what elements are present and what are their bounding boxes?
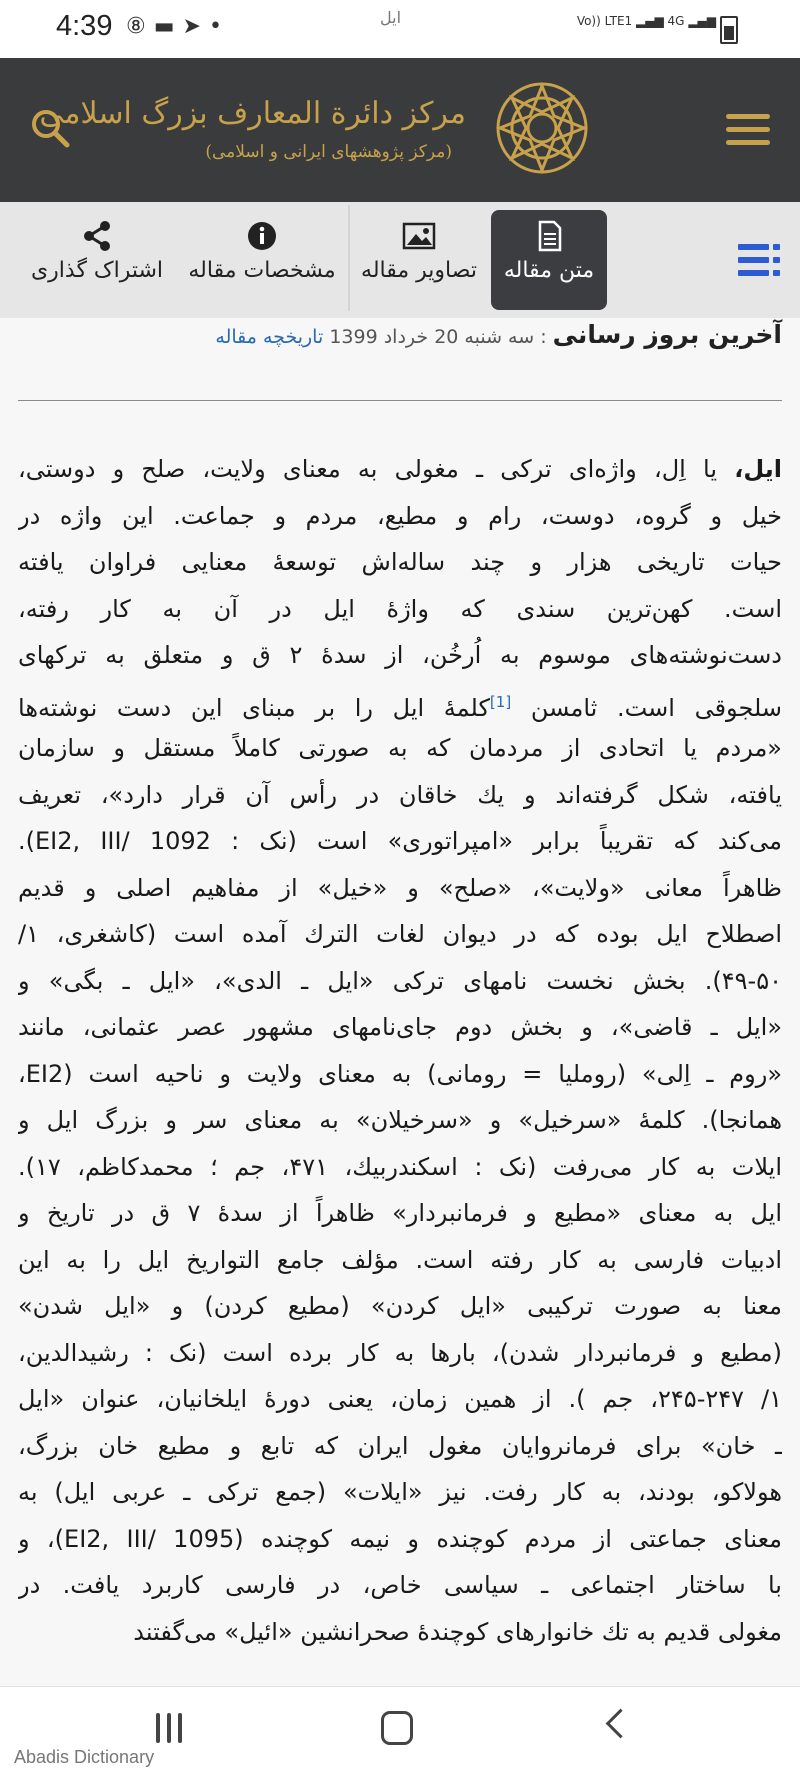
- article-line: خیل و گروه، دوست، رام و مطیع، مردم و جماعت. این واژه در: [18, 501, 782, 530]
- footnote-link[interactable]: [1]: [489, 692, 512, 711]
- battery-icon: [720, 16, 738, 44]
- tab-label: مشخصات مقاله: [188, 258, 336, 283]
- article-line: معنا به صورت ترکیبی «ایل کردن» (مطیع کردن) و «ایل شدن»: [18, 1292, 782, 1320]
- logo-title: مرکز دائرة المعارف بزرگ اسلامی: [39, 96, 466, 131]
- article-headword: ایل،: [734, 455, 782, 483]
- info-icon: [245, 220, 279, 252]
- site-logo[interactable]: [39, 78, 592, 182]
- status-center-text: ایل: [380, 8, 402, 27]
- network-indicators: [577, 14, 716, 28]
- article-line: همانجا). کلمهٔ «سرخیل» و «سرخیلان» به معنای سر و بزرگ ایل و: [18, 1106, 782, 1134]
- article-line: اصطلاح ایل بوده که در دیوان لغات الترك آمده است (کاشغری، ۱/: [18, 920, 782, 948]
- article-line: معنای جماعتی از مردم کوچنده و نیمه کوچنده (EI2, III/ 1095)، و: [18, 1524, 782, 1553]
- tab-share[interactable]: [22, 210, 172, 310]
- tab-divider: [348, 205, 350, 311]
- tab-label: متن مقاله: [503, 258, 595, 283]
- last-updated: [18, 320, 782, 360]
- hamburger-menu-icon[interactable]: [726, 114, 770, 146]
- last-updated-separator: :: [540, 326, 547, 348]
- site-header: [0, 58, 800, 202]
- notification-icons: [126, 14, 230, 39]
- logo-subtitle: (مرکز پژوهشهای ایرانی و اسلامی): [205, 142, 452, 162]
- logo-emblem-icon: [492, 78, 592, 178]
- article-line: ایل به معنای «مطیع و فرمانبردار» ظاهراً از سدهٔ ۷ ق در تاریخ و: [18, 1199, 782, 1227]
- image-icon: [402, 220, 436, 252]
- article-body: [18, 446, 782, 1655]
- signal-icon: ▂▄▆: [688, 14, 716, 28]
- network-label-4g: 4G: [667, 14, 685, 28]
- divider: [18, 400, 782, 401]
- article-line: «روم ـ اِلی» (روملیا = رومانی) به معنای ولایت و ناحیه است (EI2،: [18, 1059, 782, 1088]
- article-line: «ایل ـ قاضی»، و بخش دوم جای‌نامهای مشهور عصر عثمانی، مانند: [18, 1013, 782, 1041]
- article-line: ۴۹-۵۰). بخش نخست نامهای ترکی «ایل ـ الدی»، «ایل ـ بگی» و: [18, 966, 782, 995]
- article-line: هولاکو، بودند، به کار رفت. نیز «ایلات» (جمع ترکی ـ عربی ایل) به: [18, 1478, 782, 1506]
- article-line: یافته، شکل گرفته‌اند و یك خاقان در رأس آن قرار دارد»، تعریف: [18, 780, 782, 809]
- article-tab-bar: [0, 202, 800, 318]
- article-line: «مردم یا اتحادی از مردمان که به صورتی کاملاً مستقل و سازمان: [18, 734, 782, 762]
- last-updated-label: آخرین بروز رسانی: [552, 320, 782, 349]
- article-line: ـ خان» برای فرمانروایان مغول ایران که تابع و مطیع خان بزرگ،: [18, 1431, 782, 1460]
- article-line: (مطیع و فرمانبردار شدن)، بارها به کار برده است (نک : رشیدالدین،: [18, 1338, 782, 1367]
- tab-article-images[interactable]: [354, 210, 484, 310]
- article-line: با ساختار اجتماعی ـ سیاسی خاص، در فارسی کاربرد یافت. در: [18, 1571, 782, 1599]
- telegram-icon: ➤: [182, 14, 209, 39]
- network-label-lte: Vo)) LTE1: [576, 14, 633, 28]
- history-link[interactable]: تاریخچه مقاله: [215, 326, 324, 348]
- article-line: می‌کند که تقریباً برابر «امپراتوری» است (نک : EI2, III/ 1092).: [18, 827, 782, 855]
- tab-article-text[interactable]: [491, 210, 607, 310]
- article-line: ایلات به کار می‌رفت (نک : اسکندربیك، ۴۷۱، جم ؛ محمدکاظم، ۱۷).: [18, 1152, 782, 1181]
- article-line: ایل، یا اِل، واژه‌ای ترکی ـ مغولی به معنای ولایت، صلح و دوستی،: [18, 455, 782, 483]
- table-of-contents-icon[interactable]: [738, 244, 780, 276]
- article-line: مغولی قدیم به تك خانوارهای کوچندهٔ صحرانشین «ائیل» می‌گفتند: [133, 1617, 782, 1646]
- back-icon[interactable]: [606, 1709, 636, 1739]
- document-icon: [532, 220, 566, 252]
- message-icon: ▬: [153, 14, 183, 39]
- dot-icon: •: [208, 14, 230, 39]
- recent-apps-icon[interactable]: [156, 1713, 190, 1743]
- watermark: Abadis Dictionary: [14, 1747, 155, 1767]
- article-line: حیات تاریخی هزار و چند ساله‌اش توسعهٔ معنایی فراوان یافته: [18, 548, 782, 576]
- article-line: سلجوقی است. ثامسن [1]کلمهٔ ایل را بر مبنای این دست نوشته‌ها: [18, 692, 782, 722]
- article-line: ظاهراً معانی «ولایت»، «صلح» و «خیل» از مفاهیم اصلی و قدیم: [18, 873, 782, 902]
- article-line: است. کهن‌ترین سندی که واژهٔ ایل در آن به کار رفته،: [18, 594, 782, 623]
- status-bar: [0, 0, 800, 58]
- signal-icon: ▂▄▆: [636, 14, 664, 28]
- status-time: 4:39: [56, 10, 113, 42]
- article-line: دست‌نوشته‌های موسوم به اُرخُن، از سدهٔ ۲ ق و متعلق به ترکهای: [18, 641, 782, 669]
- article-line: ۱/ ۲۴۵-۲۴۷، جم ). از همین زمان، یعنی دورهٔ ایلخانیان، عنوان «ایل: [18, 1385, 782, 1413]
- tab-article-info[interactable]: [182, 210, 342, 310]
- last-updated-date: سه شنبه 20 خرداد 1399: [329, 326, 535, 348]
- badge-8-icon: ⑧: [126, 14, 154, 39]
- tab-label: تصاویر مقاله: [361, 258, 477, 283]
- article-line: ادبیات فارسی به کار رفته است. مؤلف جامع التواریخ ایل را به این: [18, 1245, 782, 1274]
- share-icon: [80, 220, 114, 252]
- home-icon[interactable]: [381, 1711, 413, 1745]
- tab-label: اشتراک گذاری: [30, 258, 164, 283]
